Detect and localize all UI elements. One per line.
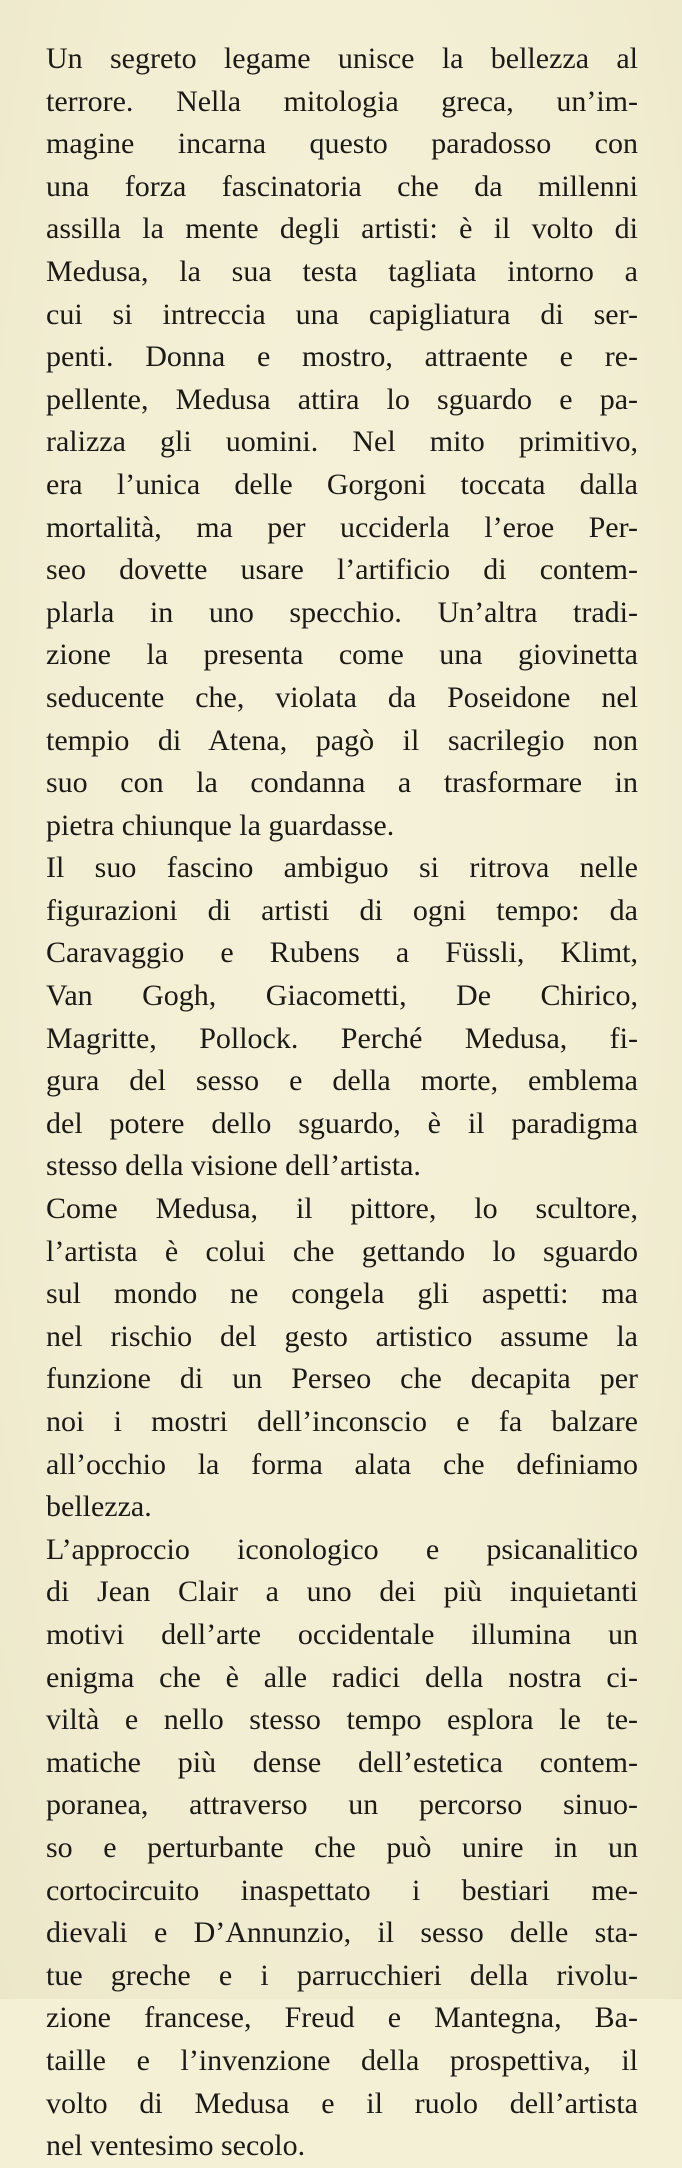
text-line: cui si intreccia una capigliatura di ser- [46, 297, 638, 331]
text-line: magine incarna questo paradosso con [46, 127, 638, 161]
text-line: motivi dell’arte occidentale illumina un [46, 1617, 638, 1651]
text-line: suo con la condanna a trasformare in [46, 766, 638, 800]
text-line: tue greche e i parrucchieri della rivolu- [46, 1958, 638, 1992]
text-line: plarla in uno specchio. Un’altra tradi- [46, 595, 638, 629]
text-line: figurazioni di artisti di ogni tempo: da [46, 893, 638, 927]
text-line: enigma che è alle radici della nostra ci- [46, 1660, 638, 1694]
text-line: Come Medusa, il pittore, lo scultore, [46, 1192, 638, 1226]
text-line: sul mondo ne congela gli aspetti: ma [46, 1277, 638, 1311]
text-line: l’artista è colui che gettando lo sguardo [46, 1234, 638, 1268]
text-line: seo dovette usare l’artificio di contem- [46, 553, 638, 587]
text-line: all’occhio la forma alata che definiamo [46, 1447, 638, 1481]
text-line: volto di Medusa e il ruolo dell’artista [46, 2086, 638, 2120]
text-line: era l’unica delle Gorgoni toccata dalla [46, 467, 638, 501]
text-line: nel ventesimo secolo. [46, 2129, 306, 2163]
text-line: Van Gogh, Giacometti, De Chirico, [46, 979, 638, 1013]
text-line: Magritte, Pollock. Perché Medusa, fi- [46, 1021, 638, 1055]
text-line: assilla la mente degli artisti: è il volto di [46, 212, 638, 246]
text-line: mortalità, ma per ucciderla l’eroe Per- [46, 510, 638, 544]
text-line: zione la presenta come una giovinetta [46, 638, 638, 672]
text-line: nel rischio del gesto artistico assume la [46, 1319, 638, 1353]
text-line: Caravaggio e Rubens a Füssli, Klimt, [46, 936, 638, 970]
paragraph-4 [46, 1529, 638, 2168]
paragraph-1 [46, 38, 638, 847]
paragraph-3 [46, 1188, 638, 1529]
jacket-blurb-text [46, 38, 638, 2168]
text-line: bellezza. [46, 1490, 152, 1524]
text-line: una forza fascinatoria che da millenni [46, 169, 638, 203]
text-line: viltà e nello stesso tempo esplora le te- [46, 1703, 638, 1737]
text-line: tempio di Atena, pagò il sacrilegio non [46, 723, 638, 757]
paragraph-2 [46, 847, 638, 1188]
text-line: funzione di un Perseo che decapita per [46, 1362, 638, 1396]
text-line: noi i mostri dell’inconscio e fa balzare [46, 1405, 638, 1438]
text-line: matiche più dense dell’estetica contem- [46, 1745, 638, 1779]
text-line: so e perturbante che può unire in un [46, 1830, 638, 1864]
text-line: poranea, attraverso un percorso sinuo- [46, 1788, 638, 1822]
text-line: Il suo fascino ambiguo si ritrova nelle [46, 851, 638, 885]
text-line: stesso della visione dell’artista. [46, 1149, 421, 1183]
text-line: terrore. Nella mitologia greca, un’im- [46, 84, 638, 118]
text-line: pietra chiunque la guardasse. [46, 808, 395, 842]
text-line: L’approccio iconologico e psicanalitico [46, 1532, 638, 1566]
text-line: zione francese, Freud e Mantegna, Ba- [46, 2001, 638, 2035]
text-line: seducente che, violata da Poseidone nel [46, 680, 638, 714]
text-line: penti. Donna e mostro, attraente e re- [46, 340, 638, 374]
text-line: pellente, Medusa attira lo sguardo e pa- [46, 382, 638, 416]
text-line: taille e l’invenzione della prospettiva, il [46, 2043, 638, 2077]
text-line: cortocircuito inaspettato i bestiari me- [46, 1873, 638, 1907]
text-line: Un segreto legame unisce la bellezza al [46, 42, 638, 75]
text-line: di Jean Clair a uno dei più inquietanti [46, 1575, 638, 1609]
text-line: dievali e D’Annunzio, il sesso delle sta- [46, 1916, 638, 1950]
text-line: del potere dello sguardo, è il paradigma [46, 1106, 638, 1140]
text-line: Medusa, la sua testa tagliata intorno a [46, 254, 638, 288]
text-line: gura del sesso e della morte, emblema [46, 1064, 638, 1098]
text-line: ralizza gli uomini. Nel mito primitivo, [46, 425, 638, 459]
